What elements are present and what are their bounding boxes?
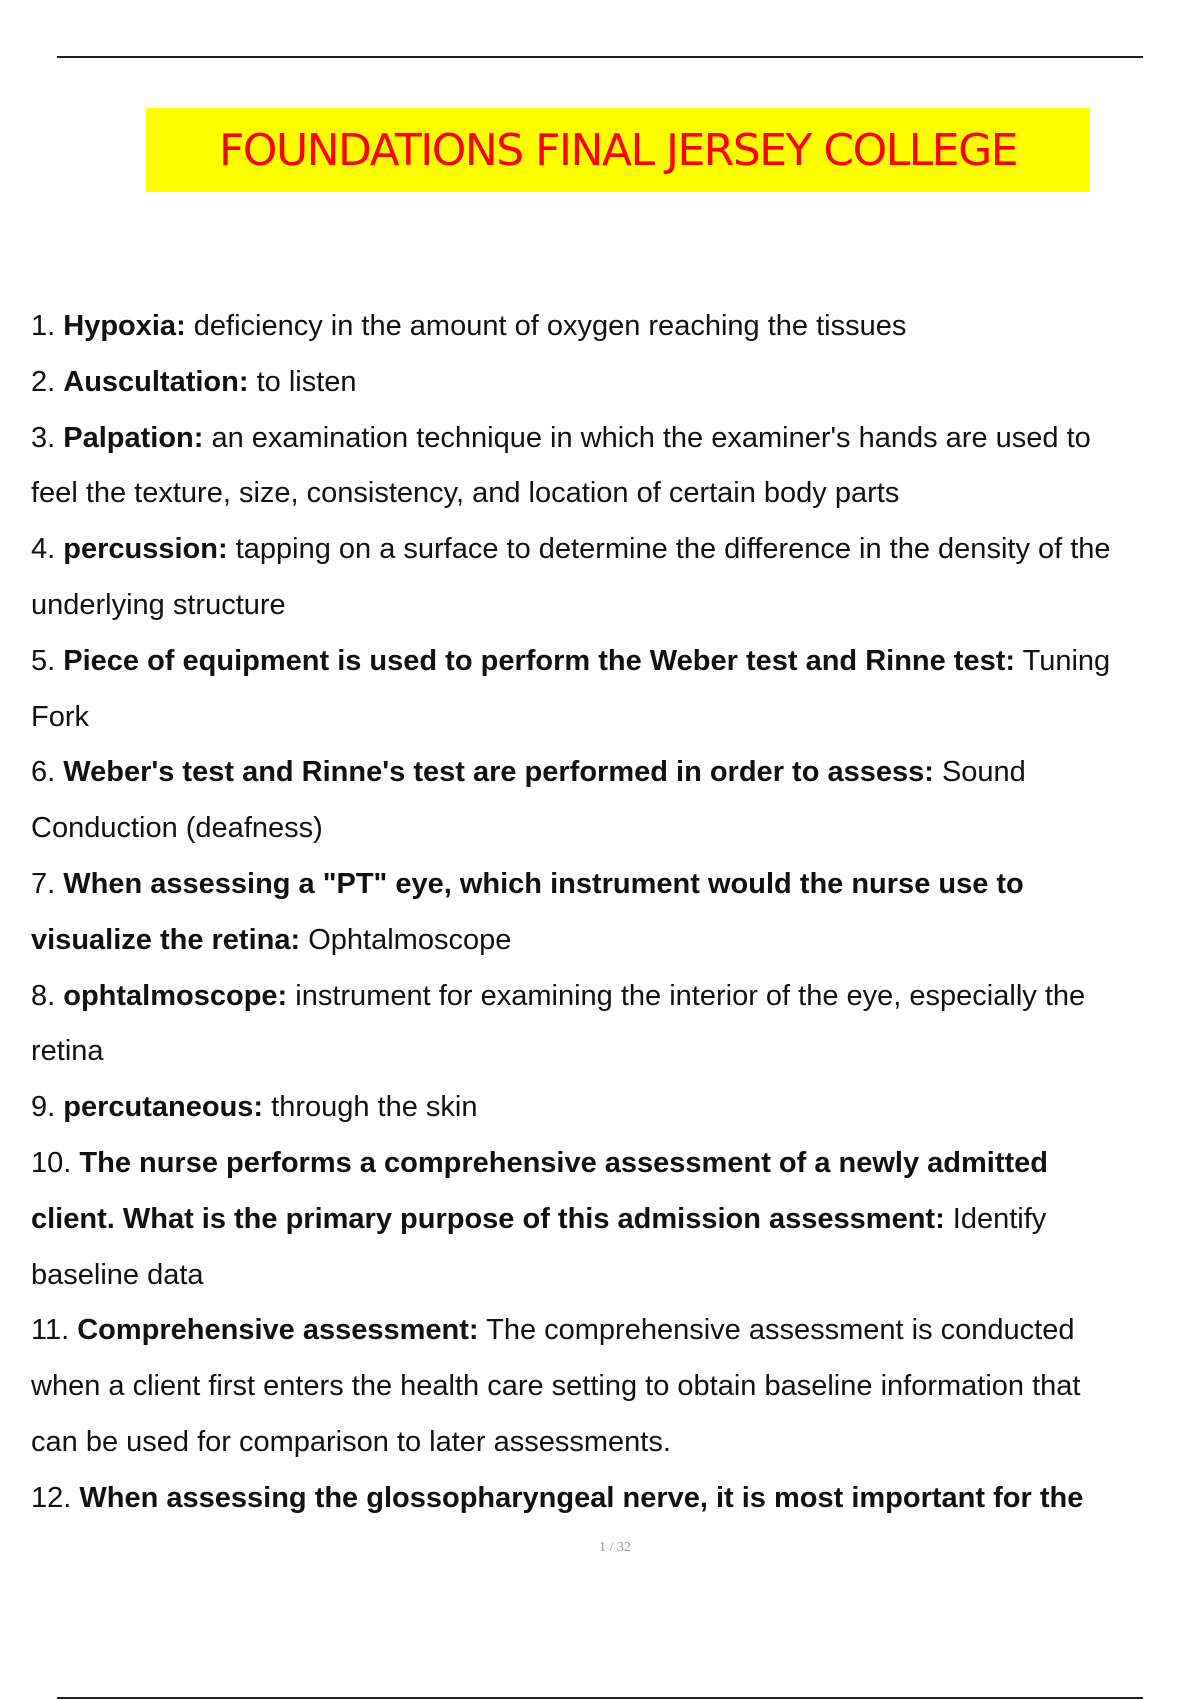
item-number: 1.: [31, 310, 56, 342]
item-definition: Identify: [944, 1202, 1047, 1235]
item-term: The nurse performs a comprehensive assessment of a newly admitted: [79, 1146, 1049, 1179]
list-item: [31, 522, 1200, 634]
item-number: 9.: [31, 1091, 56, 1124]
item-number: 8.: [31, 979, 56, 1012]
item-line: [31, 913, 1200, 969]
item-definition: Tuning: [1015, 644, 1111, 677]
page-number: 1 / 32: [599, 1540, 631, 1555]
item-line: [31, 1192, 1200, 1248]
item-definition: instrument for examining the interior of the eye, especially the: [287, 979, 1086, 1012]
item-definition-continued: feel the texture, size, consistency, and location of certain body parts: [31, 477, 900, 510]
item-definition: to listen: [248, 365, 357, 398]
list-item: [31, 857, 1200, 969]
item-definition-continued: retina: [31, 1035, 104, 1068]
item-term: percutaneous:: [63, 1091, 264, 1124]
item-line: [31, 745, 1200, 801]
flashcard-list: [31, 299, 1200, 1527]
list-item: [31, 1303, 1200, 1470]
list-item: [31, 1080, 1200, 1136]
item-term: Hypoxia:: [63, 310, 186, 342]
item-definition: deficiency in the amount of oxygen reaching the tissues: [185, 310, 907, 342]
item-term: Auscultation:: [63, 365, 249, 398]
item-term-continued: visualize the retina:: [31, 923, 301, 956]
item-definition-continued: underlying structure: [31, 588, 286, 621]
item-number: 7.: [31, 867, 56, 900]
item-definition-continued: can be used for comparison to later assessments.: [31, 1425, 671, 1458]
item-line: [31, 411, 1200, 467]
item-line: [31, 634, 1200, 690]
item-term-continued: client. What is the primary purpose of this admission assessment:: [31, 1202, 945, 1235]
item-line: [31, 522, 1200, 578]
list-item: [31, 634, 1200, 746]
item-definition: through the skin: [263, 1091, 478, 1124]
item-line: [31, 969, 1200, 1025]
item-definition: an examination technique in which the examiner's hands are used to: [203, 421, 1091, 454]
item-number: 4.: [31, 533, 56, 566]
item-definition-continued: when a client first enters the health care setting to obtain baseline information that: [31, 1370, 1081, 1403]
item-number: 10.: [31, 1146, 72, 1179]
list-item: [31, 745, 1200, 857]
item-term: Piece of equipment is used to perform the Weber test and Rinne test:: [63, 644, 1016, 677]
item-definition: Sound: [933, 756, 1026, 789]
item-definition: Ophtalmoscope: [300, 923, 512, 956]
item-term: Weber's test and Rinne's test are performed in order to assess:: [63, 756, 934, 789]
item-line: [31, 1136, 1200, 1192]
item-number: 6.: [31, 756, 56, 789]
item-number: 12.: [31, 1481, 72, 1514]
footer-rule: [57, 1697, 1143, 1699]
item-term: percussion:: [63, 533, 228, 566]
item-definition-continued: Fork: [31, 700, 89, 733]
list-item: [31, 299, 1200, 355]
item-definition-continued: baseline data: [31, 1258, 204, 1291]
list-item: [31, 411, 1200, 523]
list-item: [31, 355, 1200, 411]
item-definition-continued: Conduction (deafness): [31, 812, 323, 845]
item-number: 3.: [31, 421, 56, 454]
item-line: [31, 857, 1200, 913]
document-title: FOUNDATIONS FINAL JERSEY COLLEGE: [219, 124, 1017, 176]
item-line: [31, 355, 1200, 411]
item-definition: tapping on a surface to determine the difference in the density of the: [227, 533, 1111, 566]
item-line: [31, 1080, 1200, 1136]
item-definition: The comprehensive assessment is conducted: [478, 1314, 1075, 1347]
list-item: [31, 1471, 1200, 1527]
title-highlight: [146, 108, 1090, 192]
item-line: [31, 1471, 1200, 1527]
header-rule: [57, 56, 1143, 58]
list-item: [31, 1136, 1200, 1303]
item-term: Palpation:: [63, 421, 204, 454]
item-term: ophtalmoscope:: [63, 979, 288, 1012]
item-line: [31, 299, 1200, 355]
list-item: [31, 969, 1200, 1081]
item-number: 5.: [31, 644, 56, 677]
item-term: Comprehensive assessment:: [77, 1314, 479, 1347]
item-term: When assessing the glossopharyngeal nerve, it is most important for the: [79, 1481, 1084, 1514]
item-line: [31, 1303, 1200, 1359]
item-number: 11.: [31, 1314, 70, 1347]
item-number: 2.: [31, 365, 56, 398]
item-term: When assessing a "PT" eye, which instrument would the nurse use to: [63, 867, 1024, 900]
